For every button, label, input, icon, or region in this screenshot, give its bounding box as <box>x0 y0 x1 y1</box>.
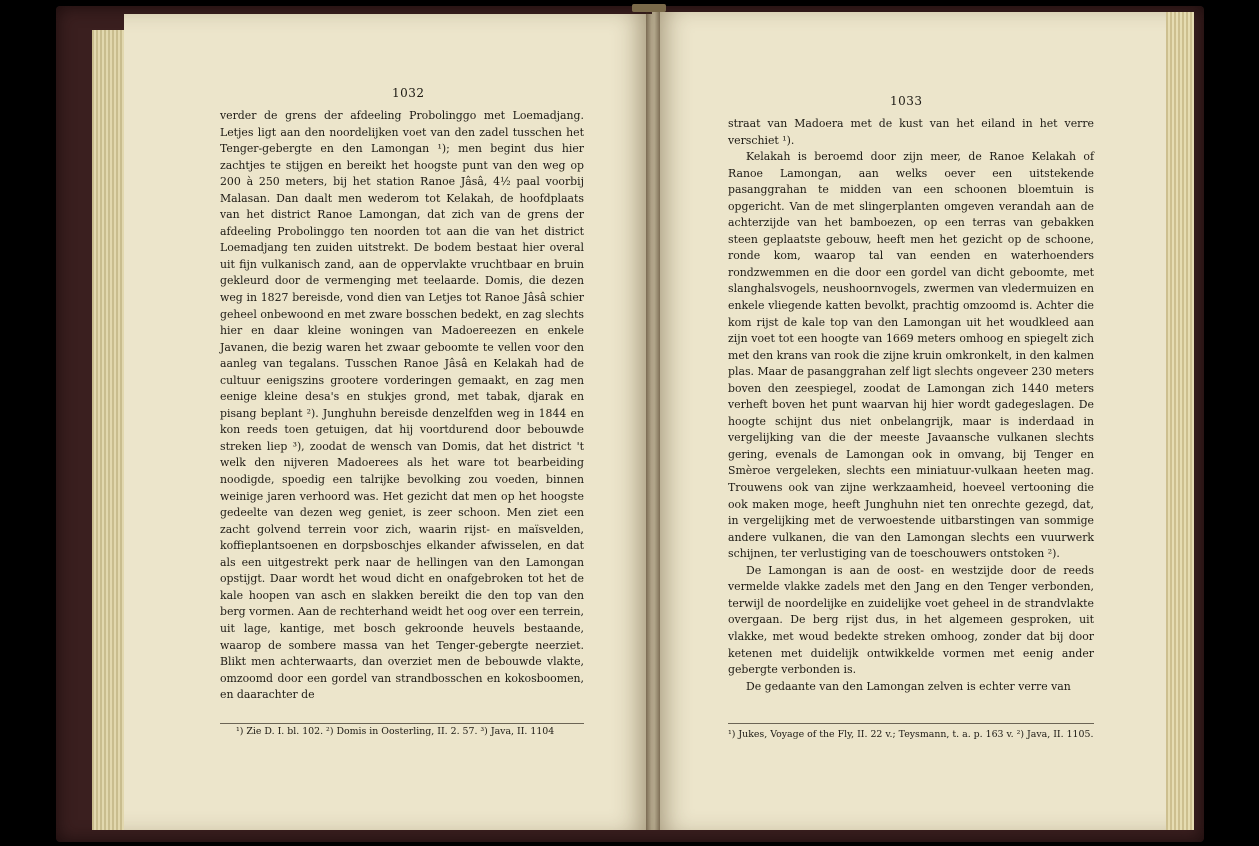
paragraph: verder de grens der afdeeling Probolinggo met Loemadjang. Letjes ligt aan den noordelijken voet van den zadel tusschen het Tenger-gebergte en den Lamongan ¹); men begint dus hier zachtjes te stijgen en bereikt het hoogste punt van den weg op 200 à 250 meters, bij het station Ranoe Jâsâ, 4½ paal voorbij Malasan. Dan daalt men wederom tot Kelakah, de hoofdplaats van het district Ranoe Lamongan, dat zich van de grens der afdeeling Probolinggo ten noorden tot aan die van het district Loemadjang ten zuiden uitstrekt. De bodem bestaat hier overal uit fijn vulkanisch zand, aan de oppervlakte vruchtbaar en bruin gekleurd door de vermenging met teelaarde. Domis, die dezen weg in 1827 bereisde, vond dien van Letjes tot Ranoe Jâsâ schier geheel onbewoond en met zware bosschen bedekt, en zag slechts hier en daar kleine woningen van Madoereezen en enkele Javanen, die bezig waren het zwaar geboomte te vellen voor den aanleg van tegalans. Tusschen Ranoe Jâsâ en Kelakah had de cultuur eenigszins grootere vorderingen gemaakt, en zag men eenige kleine desa's en stukjes grond, met tabak, djarak en pisang beplant ²). Junghuhn bereisde denzelfden weg in 1844 en kon reeds toen getuigen, dat hij voortdurend door bebouwde streken liep ³), zoodat de wensch van Domis, dat het district 't welk den nijveren Madoerees als het ware tot bearbeiding noodigde, spoedig een talrijke bevolking zou voeden, binnen weinige jaren verhoord was. Het gezicht dat men op het hoogste gedeelte van dezen weg geniet, is zeer schoon. Men ziet een zacht golvend terrein voor zich, waarin rijst- en maïsvelden, koffieplantsoenen en dorpsboschjes elkander afwisselen, en dat als een uitgestrekt perk naar de hellingen van den Lamongan opstijgt. Daar wordt het woud dicht en onafgebroken tot het de kale hoopen van asch en slakken bereikt die den top van den berg vormen. Aan de rechterhand weidt het oog over een terrein, uit lage, kantige, met bosch gekroonde heuvels bestaande, waarop de sombere massa van het Tenger-gebergte neerziet. Blikt men achterwaarts, dan overziet men de bebouwde vlakte, omzoomd door een gordel van strandbosschen en kokosboomen, en daarachter de <box>220 109 584 702</box>
page-number: 1032 <box>392 86 425 100</box>
page-edges-right <box>1162 12 1194 830</box>
footnote-rule <box>728 723 1094 724</box>
book-gutter <box>646 12 660 830</box>
left-page <box>124 14 652 830</box>
page-number: 1033 <box>890 94 923 108</box>
paragraph: De gedaante van den Lamongan zelven is echter verre van <box>746 679 1071 693</box>
paragraph: straat van Madoera met de kust van het eiland in het verre verschiet ¹). <box>728 117 1094 147</box>
paragraph: Kelakah is beroemd door zijn meer, de Ranoe Kelakah of Ranoe Lamongan, aan welks oever een uitstekende pasanggrahan te midden van een schoonen bloemtuin is opgericht. Van de met slingerplanten omgeven verandah aan de achterzijde van het bamboezen, op een terras van gebakken steen geplaatste gebouw, heeft men het gezicht op de schoone, ronde kom, waarop tal van eenden en waterhoenders rondzwemmen en die door een gordel van dicht geboomte, met slanghalsvogels, neushoornvogels, zwermen van vledermuizen en enkele vliegende katten bevolkt, prachtig omzoomd is. Achter die kom rijst de kale top van den Lamongan uit het woudkleed aan zijn voet tot een hoogte van 1669 meters omhoog en spiegelt zich met den krans van rook die zijne kruin omkronkelt, in den kalmen plas. Maar de pasanggrahan zelf ligt slechts ongeveer 230 meters boven den zeespiegel, zoodat de Lamongan zich 1440 meters verheft boven het punt waarvan hij hier wordt gadegeslagen. De hoogte schijnt dus niet onbelangrijk, maar is inderdaad in vergelijking van die der meeste Javaansche vulkanen slechts gering, evenals de Lamongan ook in omvang, bij Tenger en Smèroe vergeleken, slechts een miniatuur-vulkaan heeten mag. Trouwens ook van zijne werkzaamheid, hoeveel vertooning die ook maken moge, heeft Junghuhn niet ten onrechte gezegd, dat, in vergelijking met de verwoestende uitbarstingen van sommige andere vulkanen, die van den Lamongan slechts een vuurwerk schijnen, ter verlustiging van de toeschouwers ontstoken ²). <box>728 150 1094 561</box>
footnotes: ¹) Zie D. I. bl. 102. ²) Domis in Oosterling, II. 2. 57. ³) Java, II. 1104 <box>236 726 555 737</box>
footnotes: ¹) Jukes, Voyage of the Fly, II. 22 v.; Teysmann, t. a. p. 163 v. ²) Java, II. 1105. <box>728 729 1094 740</box>
body-text <box>220 108 584 704</box>
paragraph: De Lamongan is aan de oost- en westzijde door de reeds vermelde vlakke zadels met den Jang en den Tenger verbonden, terwijl de noordelijke en zuidelijke voet geheel in de strandvlakte overgaan. De berg rijst dus, in het algemeen gesproken, uit vlakke, met woud bedekte streken omhoog, zonder dat bij door ketenen met duidelijk ontwikkelde vormen met eenig ander gebergte verbonden is. <box>728 563 1094 677</box>
footnote-rule <box>220 723 584 724</box>
right-page <box>652 12 1166 830</box>
body-text <box>728 116 1094 695</box>
spine-headband <box>632 4 666 12</box>
